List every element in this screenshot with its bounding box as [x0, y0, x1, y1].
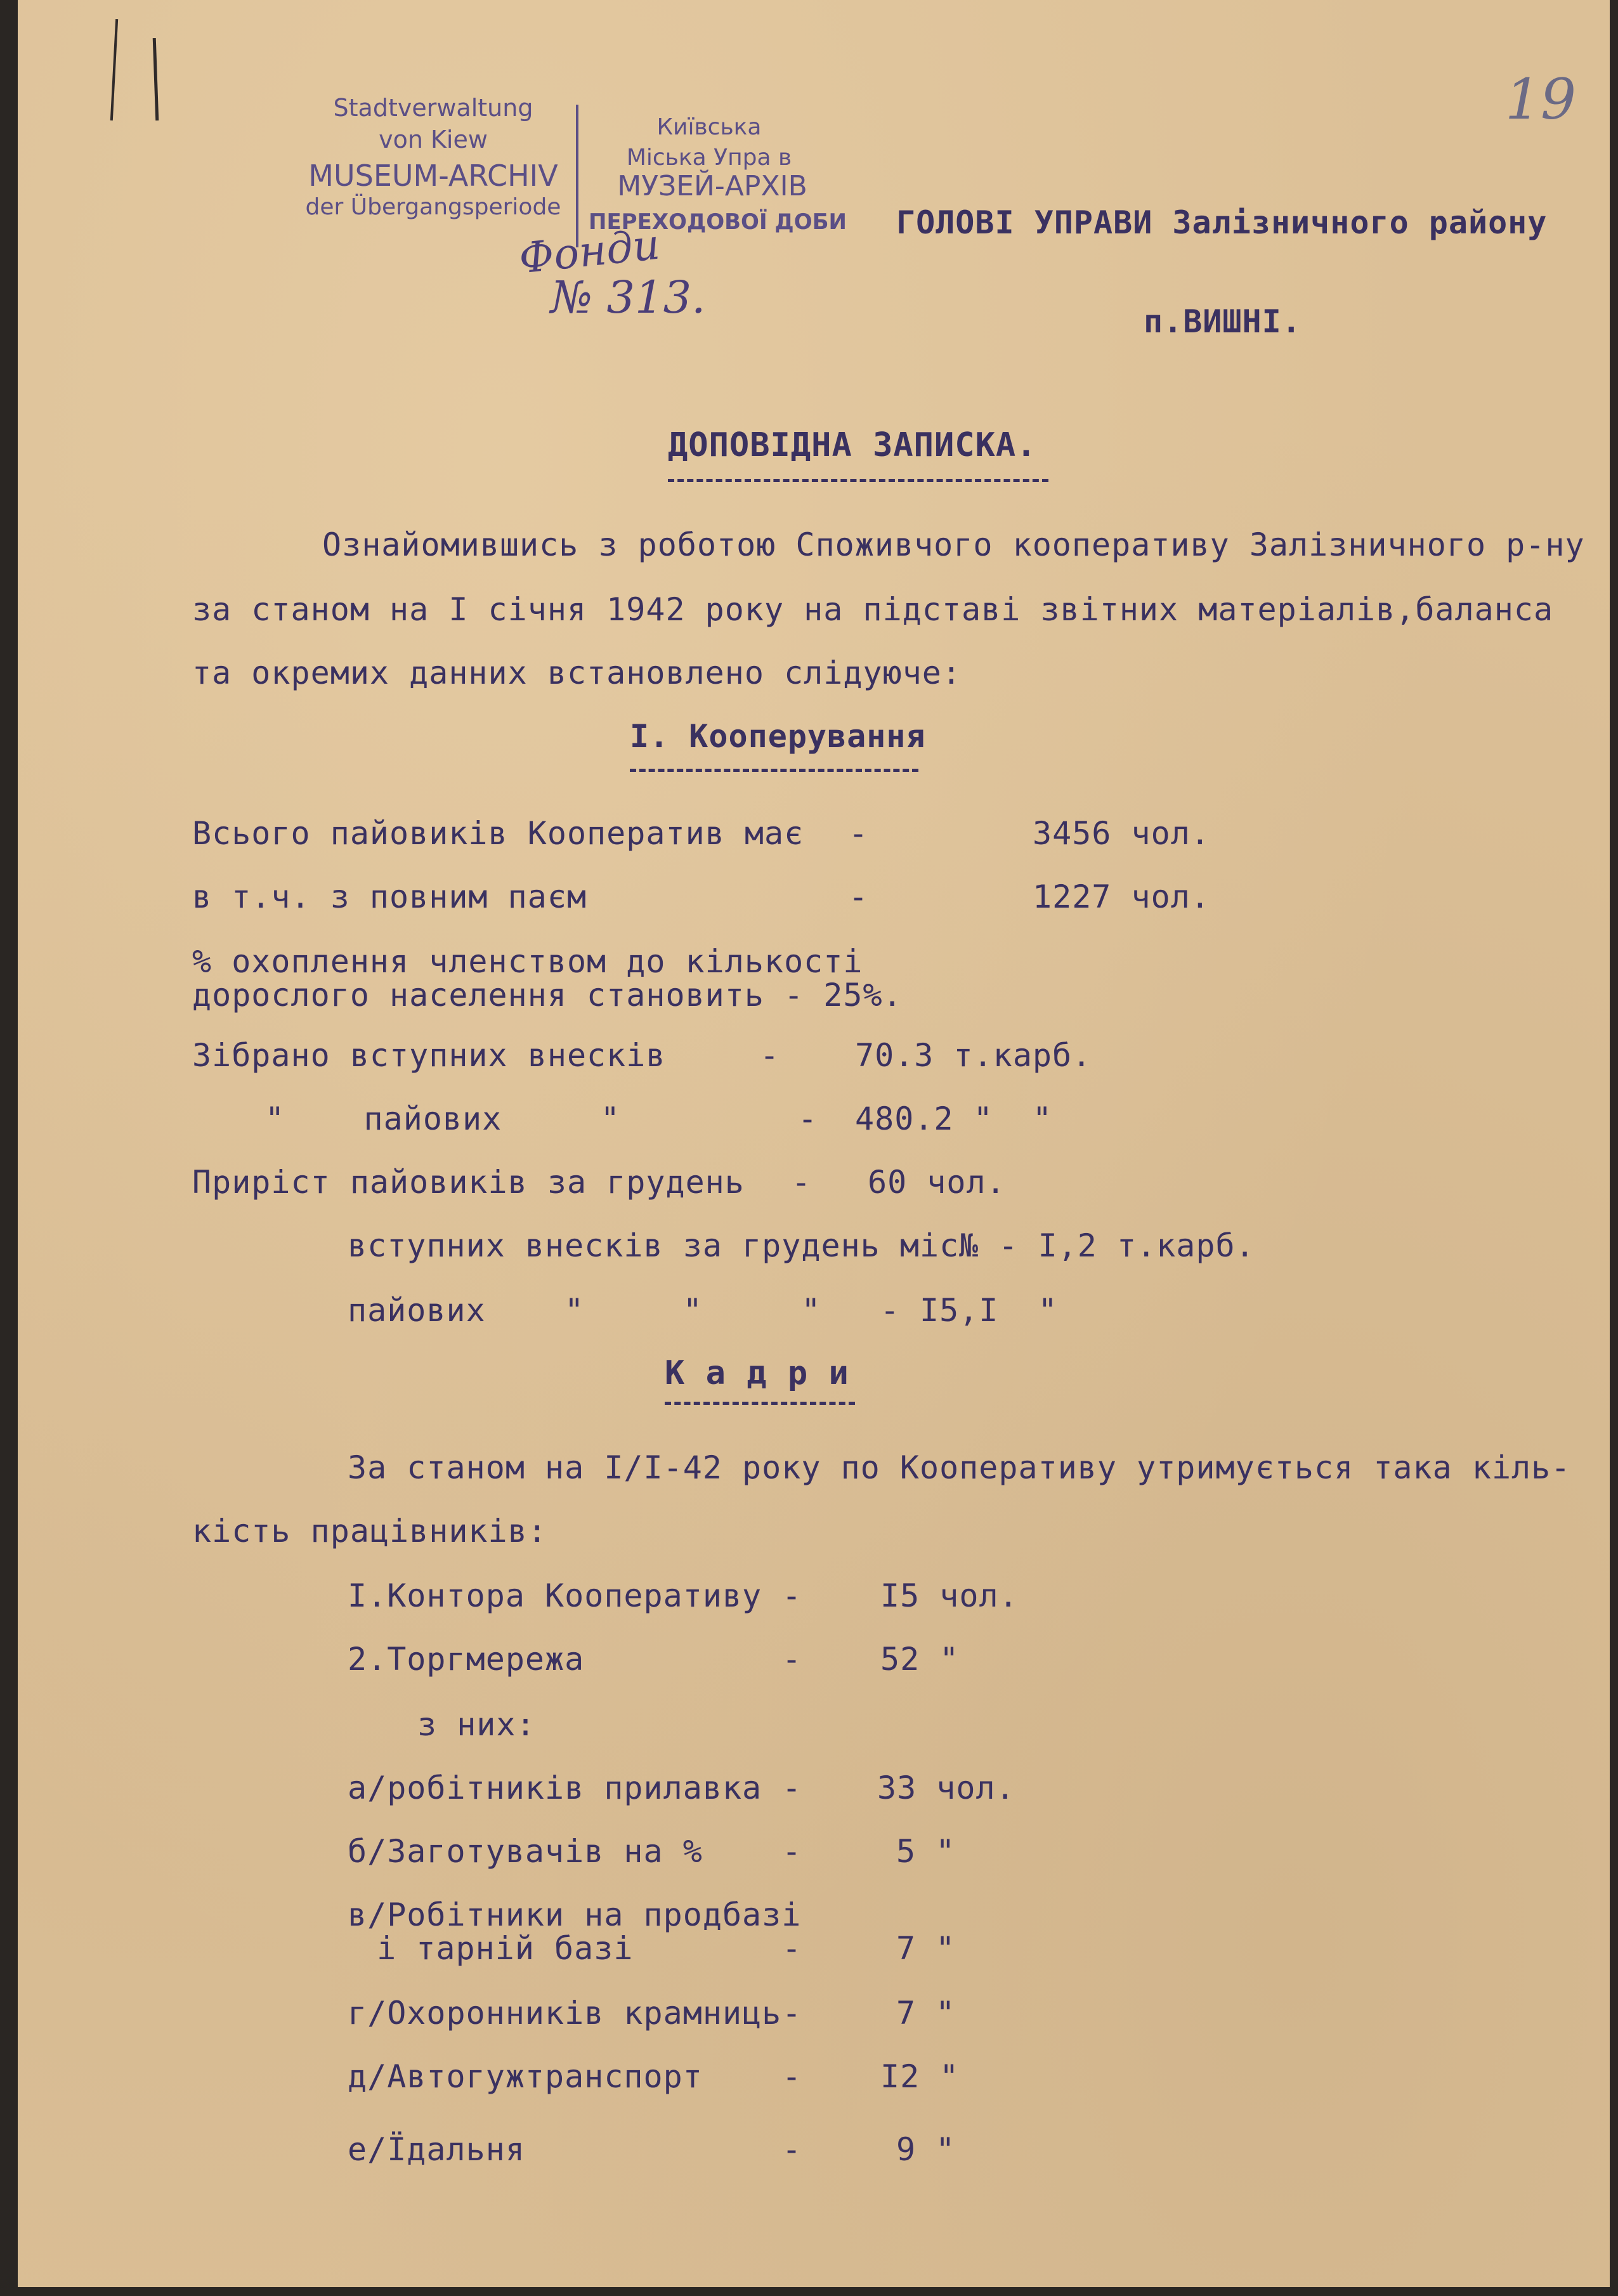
intro-line3: та окремих данних встановлено слідуюче:: [192, 655, 962, 691]
coverage-line2: дорослого населення становить - 25%.: [192, 977, 903, 1014]
sub-item-e-value: I2 ": [880, 2058, 960, 2095]
staff-intro-line2: кість працівників:: [192, 1513, 547, 1549]
members-total-value: 3456 чол.: [1033, 815, 1210, 852]
entry-fees-label: Зібрано вступних внесків: [192, 1037, 666, 1074]
sub-item-c-value: 7 ": [896, 1930, 956, 1967]
section1-heading: I. Кооперування: [630, 718, 926, 755]
share-fees-value: 480.2 " ": [855, 1100, 1053, 1137]
members-full-share-dash: -: [849, 878, 869, 915]
sub-item-a-dash: -: [782, 1770, 802, 1806]
stamp-left-line3: MUSEUM-ARCHIV: [308, 159, 558, 193]
sub-item-b-label: б/Заготувачів на %: [348, 1833, 703, 1870]
staff-trade-label: 2.Торгмережа: [348, 1641, 585, 1678]
growth-entry-fees: вступних внесків за грудень міс№ - I,2 т.карб.: [348, 1227, 1255, 1264]
sub-item-b-dash: -: [782, 1833, 802, 1870]
addressee-line1: ГОЛОВІ УПРАВИ Залізничного району: [896, 204, 1548, 241]
stamp-left-line4: der Übergangsperiode: [305, 194, 561, 220]
stamp-right-line1: Київська: [656, 114, 762, 140]
sub-item-e-label: д/Автогужтранспорт: [348, 2058, 703, 2095]
stamp-handwritten-number: № 313.: [551, 271, 706, 323]
staff-intro-line1: За станом на I/I-42 року по Кооперативу утримується така кіль-: [348, 1449, 1571, 1486]
sub-item-a-value: 33 чол.: [877, 1770, 1015, 1806]
sub-item-d-value: 7 ": [896, 1995, 956, 2032]
entry-fees-dash: -: [760, 1037, 780, 1074]
stamp-left-line2: von Kiew: [379, 126, 488, 153]
stamp-right-line4: ПЕРЕХОДОВОЇ ДОБИ: [589, 209, 847, 235]
coverage-line1: % охоплення членством до кількості: [192, 943, 863, 980]
staff-office-dash: -: [782, 1577, 802, 1614]
staff-office-value: I5 чол.: [880, 1577, 1019, 1614]
of-them-label: з них:: [417, 1706, 536, 1743]
members-full-share-value: 1227 чол.: [1033, 878, 1210, 915]
share-fees-label: " пайових ": [265, 1100, 620, 1137]
staff-trade-dash: -: [782, 1641, 802, 1678]
section1-underline: [630, 769, 918, 772]
growth-label: Приріст пайовиків за грудень: [192, 1164, 745, 1201]
sub-item-b-value: 5 ": [896, 1833, 956, 1870]
members-full-share-label: в т.ч. з повним паєм: [192, 878, 587, 915]
staff-office-label: I.Контора Кооперативу: [348, 1577, 762, 1614]
document-page: [18, 0, 1610, 2287]
stamp-left-line1: Stadtverwaltung: [333, 94, 533, 122]
intro-line1: Ознайомившись з роботою Споживчого кооперативу Залізничного р-ну: [322, 526, 1585, 563]
sub-item-c-label: в/Робітники на продбазі: [348, 1896, 802, 1933]
sub-item-a-label: а/робітників прилавка: [348, 1770, 762, 1806]
entry-fees-value: 70.3 т.карб.: [855, 1037, 1092, 1074]
share-fees-dash: -: [798, 1100, 818, 1137]
growth-value: 60 чол.: [868, 1164, 1006, 1201]
section2-heading: К а д р и: [665, 1354, 849, 1392]
growth-dash: -: [792, 1164, 812, 1201]
sub-item-f-value: 9 ": [896, 2131, 956, 2168]
staff-trade-value: 52 ": [880, 1641, 960, 1678]
stamp-right-line3: МУЗЕЙ-АРХІВ: [617, 170, 807, 202]
title-underline: [668, 479, 1048, 482]
sub-item-c-label2: і тарній базі: [357, 1930, 634, 1967]
members-total-label: Всього пайовиків Кооператив має: [192, 815, 804, 852]
page-title: ДОПОВІДНА ЗАПИСКА.: [668, 426, 1037, 464]
intro-line2: за станом на I січня 1942 року на підставі звітних матеріалів,баланса: [192, 591, 1554, 628]
members-total-dash: -: [849, 815, 869, 852]
stamp-handwritten-fonds: Фонди: [516, 219, 662, 284]
sub-item-d-label: г/Охоронників крамниць: [348, 1995, 782, 2032]
growth-share-fees: пайових " " " - I5,I ": [348, 1292, 1058, 1329]
sub-item-f-dash: -: [782, 2131, 802, 2168]
left-margin-mark: [110, 19, 118, 121]
page-number: 19: [1505, 67, 1576, 132]
addressee-line2: п.ВИШНІ.: [1144, 303, 1302, 340]
section2-underline: [665, 1402, 855, 1405]
sub-item-f-label: е/Їдальня: [348, 2131, 525, 2168]
left-margin-mark-2: [153, 38, 159, 121]
stamp-right-line2: Міська Упра в: [626, 145, 792, 171]
sub-item-e-dash: -: [782, 2058, 802, 2095]
sub-item-c-dash: -: [782, 1930, 802, 1967]
sub-item-d-dash: -: [782, 1995, 802, 2032]
